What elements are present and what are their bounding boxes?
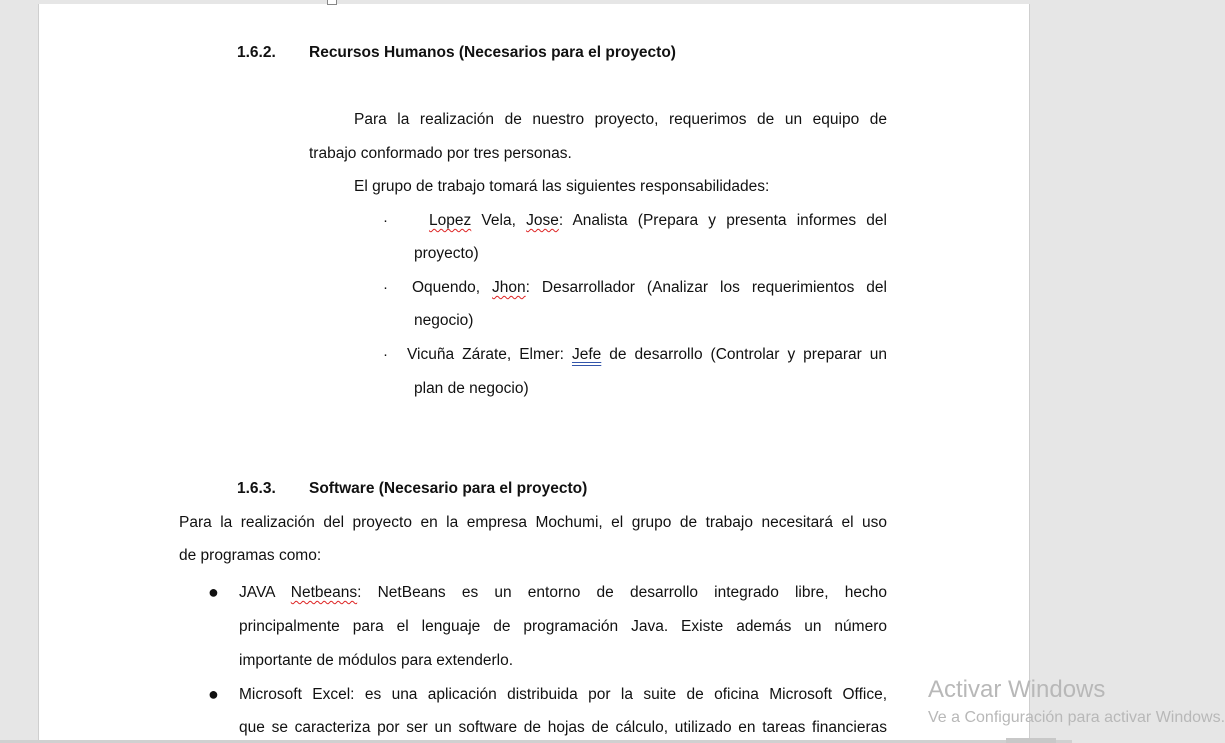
scrollbar-corner: [1006, 738, 1056, 743]
member-3-line2: plan de negocio): [414, 380, 529, 397]
item-1-line1: JAVA Netbeans: NetBeans es un entorno de desarrollo integrado libre, hecho: [239, 584, 887, 601]
member-1-line1: Lopez Vela, Jose: Analista (Prepara y presenta informes del: [429, 212, 887, 229]
member-bullet: ·: [383, 279, 388, 296]
intro-line1: Para la realización del proyecto en la empresa Mochumi, el grupo de trabajo necesitará el uso: [179, 514, 887, 531]
ruler-marker: [327, 0, 337, 5]
section-162-number: 1.6.2.: [237, 44, 276, 61]
software-bullet: ●: [208, 684, 219, 704]
member-2-first: Jhon: [492, 279, 526, 296]
activation-watermark-subtitle: Ve a Configuración para activar Windows.: [928, 709, 1225, 726]
member-bullet: ·: [383, 346, 388, 363]
member-1-surname: Lopez: [429, 212, 472, 229]
member-bullet: ·: [383, 212, 388, 229]
member-1-first: Jose: [526, 212, 559, 229]
member-1-line2: proyecto): [414, 245, 479, 262]
member-3-line1: Vicuña Zárate, Elmer: Jefe de desarrollo (Controlar y preparar un: [407, 346, 887, 363]
item-1-line2: principalmente para el lenguaje de programación Java. Existe además un número: [239, 618, 887, 635]
section-163-number: 1.6.3.: [237, 480, 276, 497]
member-3-role-word: Jefe: [571, 346, 602, 363]
item-1-line3: importante de módulos para extenderlo.: [239, 652, 513, 669]
item-2-line1: Microsoft Excel: es una aplicación distribuida por la suite de oficina Microsoft Office,: [239, 686, 887, 703]
activation-watermark-title: Activar Windows: [928, 676, 1106, 703]
para1-line2: trabajo conformado por tres personas.: [309, 145, 572, 162]
para1-line1: Para la realización de nuestro proyecto, requerimos de un equipo de: [354, 111, 887, 128]
member-2-line1: Oquendo, Jhon: Desarrollador (Analizar los requerimientos del: [412, 279, 887, 296]
member-2-line2: negocio): [414, 312, 474, 329]
software-bullet: ●: [208, 582, 219, 602]
item-1-netbeans: Netbeans: [290, 584, 358, 601]
section-162-title: Recursos Humanos (Necesarios para el proyecto): [309, 44, 676, 61]
para2: El grupo de trabajo tomará las siguientes responsabilidades:: [354, 178, 770, 195]
item-2-line2: que se caracteriza por ser un software de hojas de cálculo, utilizado en tareas financieras: [239, 719, 887, 736]
section-163-title: Software (Necesario para el proyecto): [309, 480, 588, 497]
intro-line2: de programas como:: [179, 547, 322, 564]
